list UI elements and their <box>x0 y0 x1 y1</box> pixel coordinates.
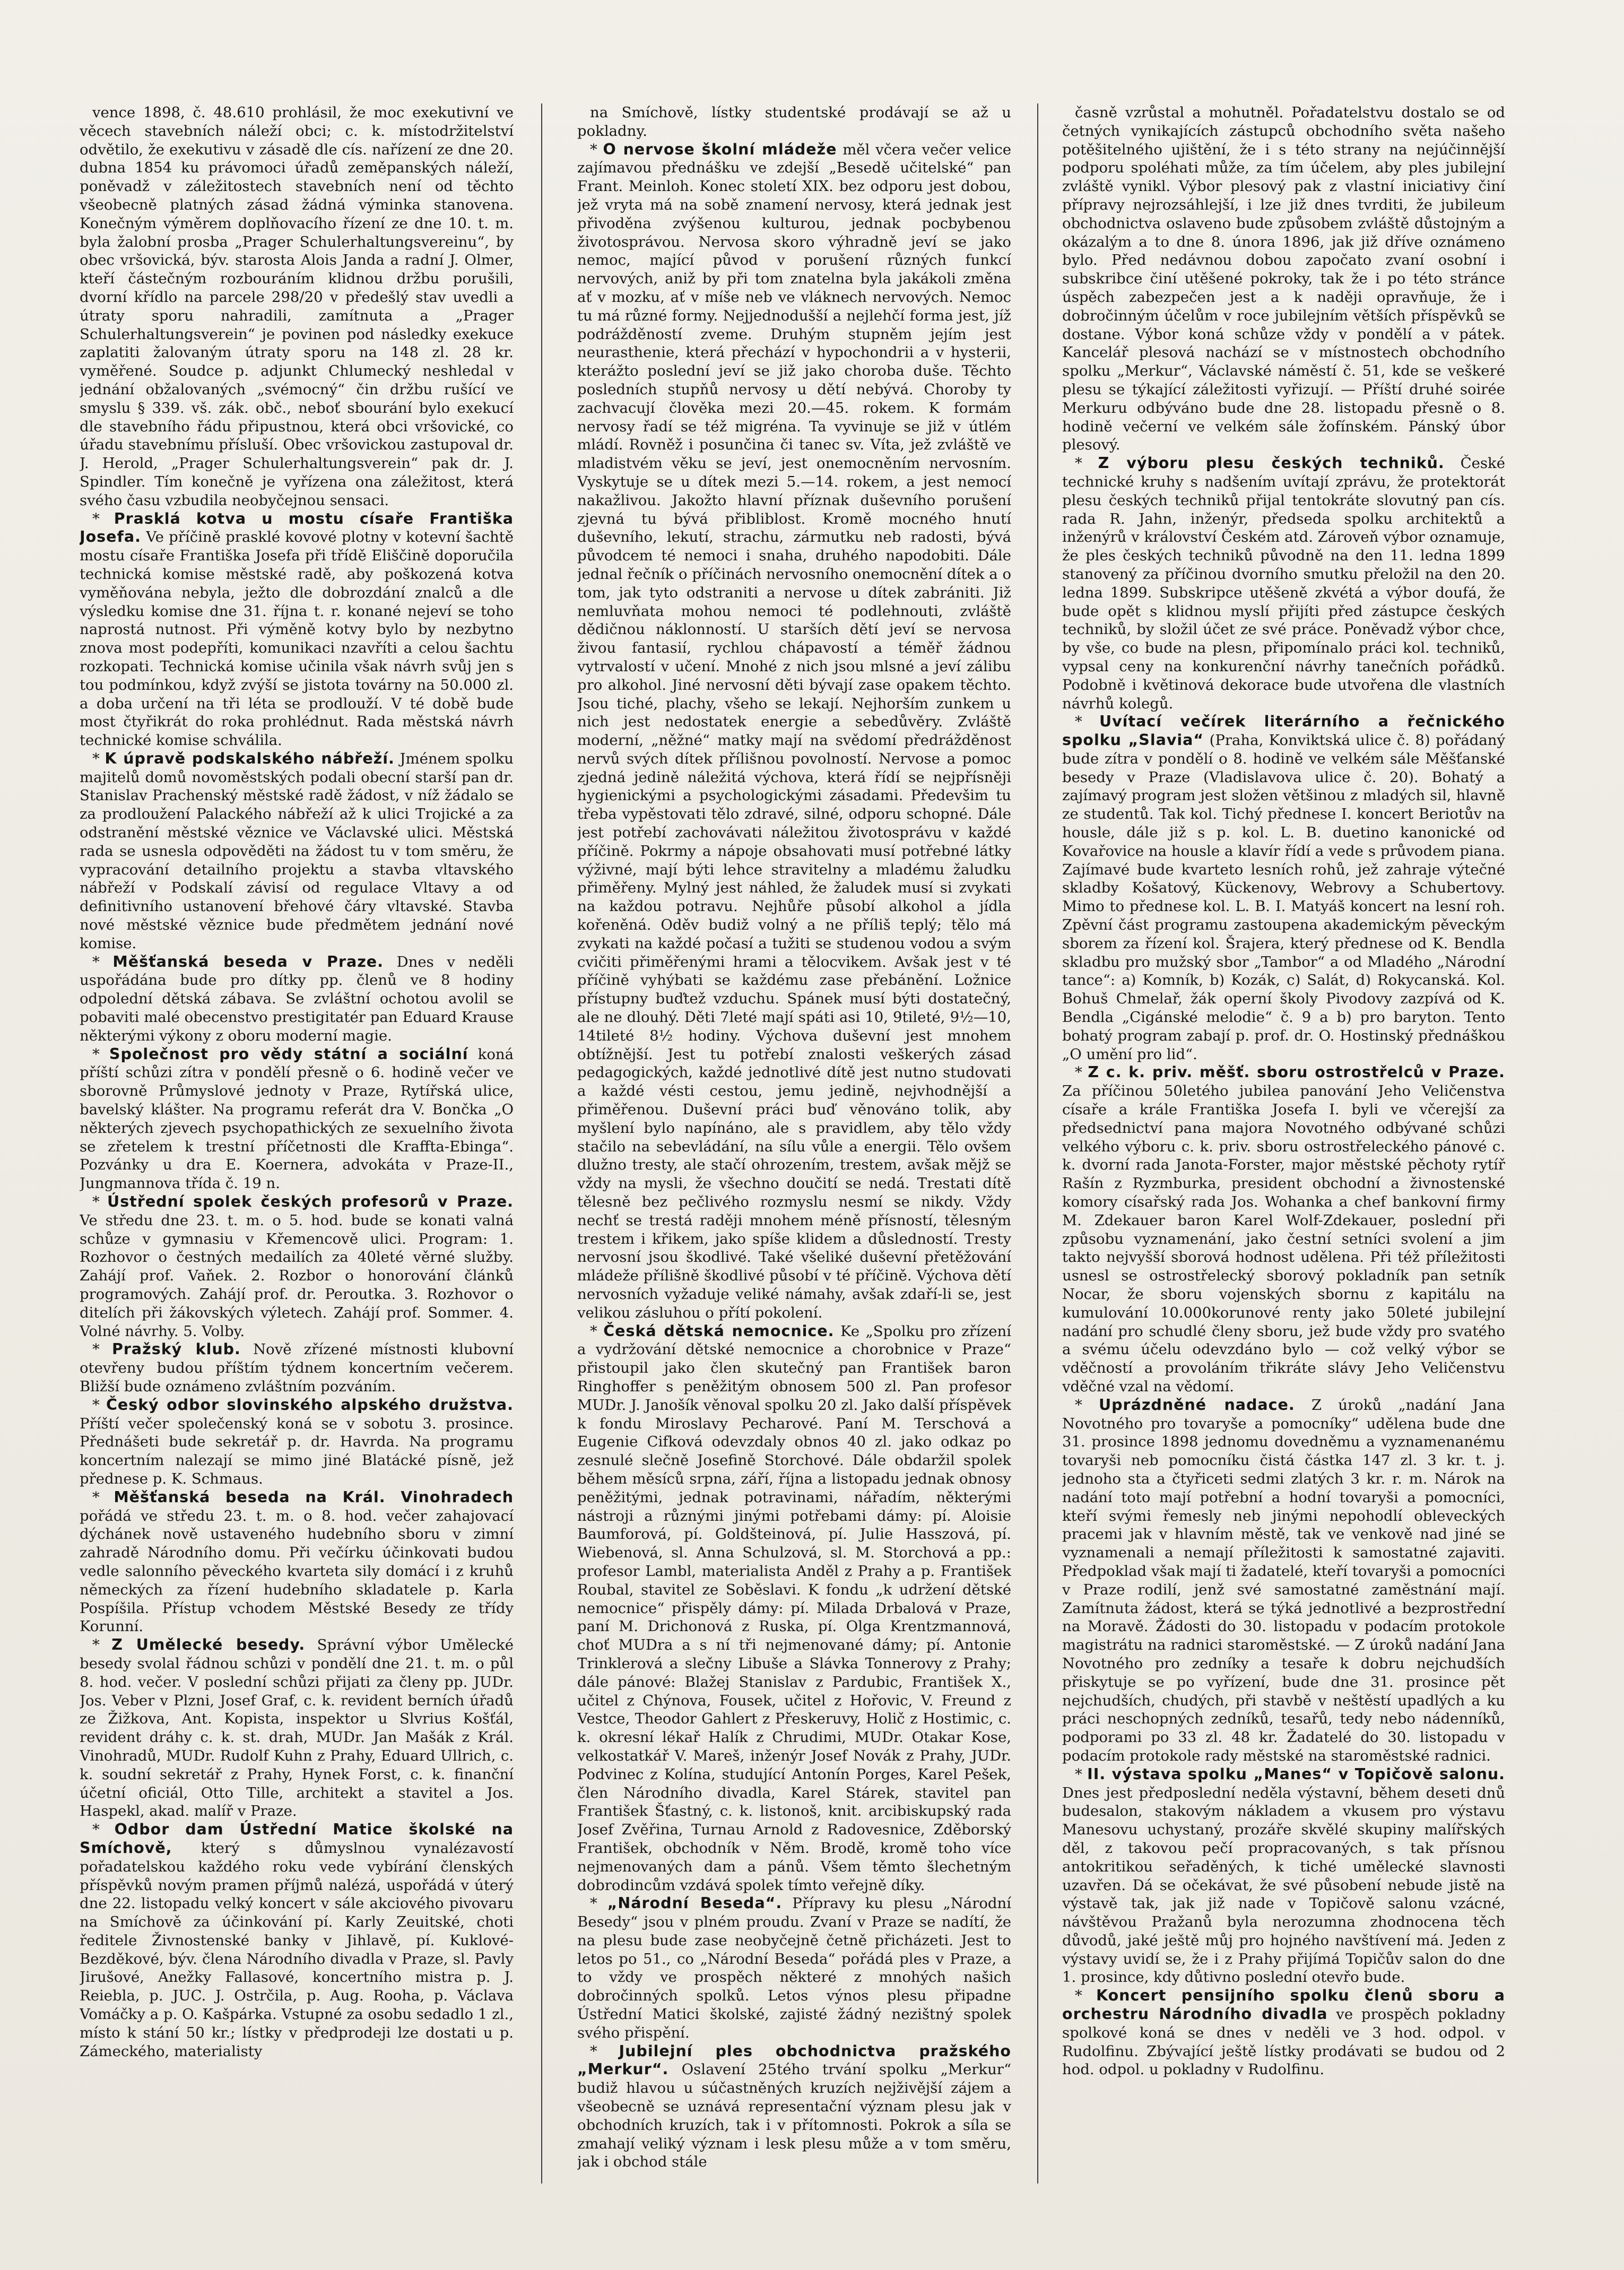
news-article <box>80 1045 514 1193</box>
news-article <box>577 1894 1011 2042</box>
news-article <box>80 1488 514 1636</box>
article-body: Ke „Spolku pro zřízení a vydržování dětské nemocnice a chorobnice v Praze“ přistoupil jako člen skutečný pan František baron Ringhoffer s peněžitým obnosem 500 zl. Pan profesor MUDr. J. Janošík věnoval spolku 20 zl. Jako další příspěvek k fondu Miroslavy Pecharové. Paní M. Terschová a Eugenie Cifková odevzdaly obnos 40 zl. jako odkaz po zesnulé slečně Josefině Storchové. Dále obdaržil spolek během měsíců srpna, září, října a listopadu jednak obnosy peněžitými, jednak potravinami, nářadím, některými nástroji a různými jinými potřebami dámy: pí. Aloisie Baumforová, pí. Goldšteinová, pí. Julie Hasszová, pí. Wiebenová, sl. Anna Schulzová, sl. M. Storchová a pp.: profesor Lambl, materialista Anděl z Prahy a p. František Roubal, stavitel ze Soběslavi. K fondu „k udržení dětské nemocnice“ přispěly dámy: pí. Milada Drbalová v Praze, paní M. Drichonová z Ruska, pí. Olga Krentzmannová, choť MUDra a s ní tři nejmenované dámy; pí. Antonie Trinklerová a slečny Libuše a Slávka Tonnerovy z Prahy; dále pánové: Blažej Stanislav z Pardubic, František X., učitel z Chýnova, Fousek, učitel z Hořovic, V. Freund z Vestce, Theodor Gahlert z Přeskeruvy, Holič z Hostimic, c. k. okresní lékař Halík z Chrudimi, MUDr. Otakar Kose, velkostatkář V. Mareš, inženýr Josef Novák z Prahy, JUDr. Podvinec z Kolína, studující Antonín Porges, Karel Pešek, člen Národního divadla, Karel Stárek, stavitel pan František Šťastný, c. k. listonoš, knit. arcibiskupský rada Josef Zvěřina, Turnau Arnold z Radovesnice, Zděborský František, obchodník v Něm. Brodě, kromě toho více nejmenovaných dam a pánů. Všem těmto šlechetným dobrodincům vzdává spolek tímto veřejně díky. <box>577 1322 1011 1894</box>
article-headline: Uprázdněné nadace. <box>1099 1396 1295 1414</box>
article-headline: Uvítací večírek literárního a řečnického spolku „Slavia“ <box>1062 713 1505 749</box>
article-body: který s důmyslnou vynalézavostí pořadatelskou každého roku vede vybírání členských příspěvků novým pramen příjmů nalézá, uspořádá v úterý dne 22. listopadu velký koncert v sále akciového pivovaru na Smíchově za účinkování pí. Karly Zeuitské, choti ředitele Živnostenské banky v Jihlavě, pí. Kuklové-Bezděkové, býv. člena Národního divadla v Praze, sl. Pavly Jirušové, Anežky Fallasové, koncertního mistra p. J. Reiebla, p. JUC. J. Ostrčila, p. Aug. Rooha, p. Václava Vomáčky a p. O. Kašpárka. Vstupné za osobu sedadlo 1 zl., místo k stání 50 kr.; lístky v předprodeji lze dostati u p. Zámeckého, materialisty <box>80 1839 514 2060</box>
news-article <box>577 141 1011 1322</box>
article-body: ve prospěch pokladny spolkové koná se dnes v neděli ve 3 hod. odpol. v Rudolfinu. Zbývající ještě lístky prodávati se budou od 2 hod. odpol. u pokladny v Rudolfinu. <box>1062 2006 1505 2078</box>
article-marker: * <box>1075 1987 1096 2005</box>
article-headline: Měšťanská beseda na Král. Vinohradech <box>114 1488 514 1506</box>
news-article <box>80 510 514 750</box>
article-body: Dnes jest předposlední neděla výstavní, během deseti dnů budesalon, stakovým nákladem a vkusem pro výstavu Manesovu uchystaný, prozáře skvělé skupiny malířských děl, z takovou pečí propracovaných, s tak přísnou antokritikou seřaděných, k tiché umělecké slavnosti uzavřen. Dá se očekávat, že své působení nebude jistě na výstavě tak, jak již nade v Topičově salonu vzácné, návštěvou Pražanů byla nerozumna zhodnocena těch důvodů, jaké ještě můj pro hojného navštívení má. Jeden z výstavy uvidí se, že i z Prahy přijímá Topičův salon do dne 1. prosince, kdy důtivno poslední otevřo bude. <box>1062 1784 1505 1986</box>
article-body: Přípravy ku plesu „Národní Besedy“ jsou v plném proudu. Zvaní v Praze se nadítí, že na plesu bude zase neobyčejně četně přicházeti. Jest to letos po 51., co „Národní Beseda“ pořádá ples v Praze, a to vždy ve prospěch některé z mnohých našich dobročinných spolků. Letos výnos plesu připadne Ústřední Matici školské, zajisté žádný nezištný spolek svého přispění. <box>577 1895 1011 2041</box>
news-article <box>1062 1063 1505 1396</box>
article-body: Nově zřízené místnosti klubovní otevřeny budou příštím týdnem koncertním večerem. Bližší bude oznámeno zvláštním pozváním. <box>80 1341 514 1395</box>
news-article <box>577 2042 1011 2172</box>
news-article <box>80 1193 514 1340</box>
article-body: Jménem spolku majitelů domů novoměstských podali obecní starší pan dr. Stanislav Prachenský městské radě žádost, v níž žádalo se za prodloužení Palackého nábřeží až k ulici Trojické a za odstranění městské věznice ve Václavské ulici. Městská rada se usnesla odpověděti na žádost tu v tom směru, že vypracování detailního projektu a stavba vltavského nábřeží v Podskalí závisí od regulace Vltavy a od definitivního ustanovení břehové čáry vltavské. Stavba nové městské věznice bude předmětem jednání nové komise. <box>80 750 514 952</box>
article-headline: Pražský klub. <box>111 1340 241 1358</box>
article-headline: Z Umělecké besedy. <box>111 1636 306 1654</box>
news-article <box>80 1821 514 2060</box>
article-body: Správní výbor Umělecké besedy svolal řádnou schůzi v pondělí dne 21. t. m. o půl 8. hod. večer. V poslední schůzi přijati za členy pp. JUDr. Jos. Veber v Plzni, Josef Graf, c. k. revident berních úřadů ze Žižkova, Ant. Kopista, inspektor u Slvrius Košťál, revident dráhy c. k. st. drah, MUDr. Jan Mašák z Král. Vinohradů, MUDr. Rudolf Kuhn z Prahy, Eduard Ullrich, c. k. soudní sekretář z Prahy, Hynek Forst, c. k. finanční účetní oficiál, Otto Tille, architekt a stavitel a Jos. Haspekl, akad. malíř v Praze. <box>80 1636 514 1820</box>
article-marker: * <box>92 1341 112 1358</box>
article-body: Ve středu dne 23. t. m. o 5. hod. bude se konati valná schůze v gymnasiu v Křemencově ulici. Program: 1. Rozhovor o čestných medailích za 40leté věrné služby. Zahájí prof. Vaňek. 2. Rozbor o honorování článků programových. Zahájí prof. dr. Peroutka. 3. Rozhovor o ditelích při žákovských výletech. Zahájí prof. Sommer. 4. Volné návrhy. 5. Volby. <box>80 1211 514 1340</box>
article-marker: * <box>590 141 603 158</box>
article-headline: Koncert pensijního spolku členů sboru a orchestru Národního divadla <box>1062 1987 1505 2023</box>
article-headline: Odbor dam Ústřední Matice školské na Smíchově, <box>80 1821 514 1857</box>
article-marker: * <box>92 1488 114 1506</box>
news-article <box>80 750 514 953</box>
news-article <box>80 1396 514 1488</box>
article-headline: Měšťanská beseda v Praze. <box>112 952 384 971</box>
article-body: měl včera večer velice zajímavou přednášku ve zdejší „Besedě učitelské“ pan Frant. Meinloh. Konec století XIX. bez odporu jest dobou, jež vryta má na sobě znamení nervosy, která jednak jest přivoděna zvýšenou kulturou, jednak pocbybenou životosprávou. Nervosa skoro výhradně jeví se jako nemoc, mající původ v porušení různých funkcí nervových, aniž by při tom znatelna byla jakákoli změna ať v mozku, ať v míše neb ve vláknech nervových. Nemoc tu má různé formy. Nejjednodušší a nejlehčí forma jest, jíž podrážděností zveme. Druhým stupněm jejím jest neurasthenie, která přechází v hypochondrii a v hysterii, kterážto poslední jeví se již jako choroba duše. Těchto posledních stupňů nervosy u dětí nebývá. Choroby ty zachvacují člověka mezi 20.—45. rokem. K formám nervosy řadí se též migréna. Ta vyvinuje se již v útlém mládí. Rovněž i posunčina či tanec sv. Víta, jež zvláště ve mladistvém věku se jeví, jest onemocněním nervosním. Vyskytuje se u dítek mezi 5.—14. rokem, a jest nemocí nakažlivou. Jakožto hlavní příznak duševního porušení zjevná tu bývá přibliblost. Kromě mocného hnutí duševního, lekutí, strachu, zármutku neb radosti, bývá původcem té nemoci i snaha, druhého napodobiti. Dále jednal řečník o příčinách nervosního onemocnění dítek a o tom, jak tyto odstraniti a nervose u dítek zabrániti. Již nemluvňata mohou nemoci té podlehnouti, zvláště dědičnou náklonností. U starších dětí jeví se nervosa živou fantasií, rychlou chápavostí a téměř žádnou vytrvalostí v učení. Mnohé z nich jsou mlsné a jeví zálibu pro alkohol. Jiné nervosní děti bývají zase opakem těchto. Jsou tiché, plachy, všeho se lekají. Nejhorším zunkem u nich jest nedostatek energie a sebedůvěry. Zvláště moderní, „něžné“ matky mají na svědomí předrážděnost nervů svých dítek přílišnou povolností. Nervose a pomoc zjedná jedině náležitá výchova, která řídí se nejpřísněji hygienickými a psychologickými zásadami. Předevšim tu třeba vypěstovati tělo zdravé, silné, odporu schopné. Dále jest potřebí zachovávati náležitou životosprávu v každé příčině. Pokrmy a nápoje obsahovati musí potřebné látky výživné, mají býti lehce stravitelny a mladému žaludku přiměřeny. Mylný jest náhled, že žaludek musí si zvykati na každou potravu. Nejhůře působí alkohol a jídla kořeněná. Oděv budiž volný a ne příliš teplý; tělo má zvykati na každé počasí a tužiti se studenou vodou a svým cvičiti přiměřenými hrami a tělocvikem. Avšak jest v té příčině vyhýbati se každému zase přebánění. Ložnice přístupny buďtež vzduchu. Spánek musí býti dostatečný, ale ne dlouhý. Děti 7leté mají spáti asi 10, 9tileté, 9½—10, 14tileté 8½ hodiny. Výchova duševní jest mnohem obtížnější. Jest tu potřebí znalosti veškerých zásad pedagogických, každé jednotlivé dítě jest nutno studovati a každé vésti cestou, jemu jedině, nejvhodnější a přiměřenou. Duševní práci buď věnováno tolik, aby myšlení bylo napínáno, ale s pravidlem, aby tělo vždy stačilo na sebevládání, na sílu vůle a energii. Tělo ovšem dlužno tresty, ale stačí ohrozením, trestem, avšak mějž se vždy na mysli, že všechno doučití se nedá. Trestati dítě tělesně bez pečlivého rozmyslu nesmí se nikdy. Vždy nechť se trestá raději mnohem méně přísností, tělesným trestem i křikem, jako spíše klidem a důsledností. Tresty nervosní jsou škodlivé. Také všeliké duševní přetěžování mládeže přílišně škodlivé působí v té příčině. Výchova dětí nervosních vyžaduje veliké námahy, avšak zdaří-li se, jest velikou zásluhou o přítí pokolení. <box>577 141 1011 1321</box>
article-body: (Praha, Konviktská ulice č. 8) pořádaný bude zítra v pondělí o 8. hodině ve velkém sále Měšťanské besedy v Praze (Vladislavova ulice č. 20). Bohatý a zajímavý program jest složen většinou z mladých sil, hlavně ze studentů. Tak kol. Tichý přednese I. koncert Beriotův na housle, dále již s p. kol. L. B. duetino kanonické od Kovařovice na housle a klavír řídí a vede s průvodem piana. Zajímavé bude kvarteto lesních rohů, jež zahraje výtečné skladby Košatový, Kückenovy, Webrovy a Schubertovy. Mimo to přednese kol. L. B. I. Matyáš koncert na lesní roh. Zpěvní část programu zastoupena akademickým pěveckým sborem za řízení kol. Šrajera, který přednese od K. Bendla skladbu pro mužský sbor „Tambor“ a od Mladého „Národní tance“: a) Komník, b) Kozák, c) Salát, d) Rokycanská. Kol. Bohuš Chmelař, žák operní školy Pivodovy zazpívá od K. Bendla „Cigánské melodie“ č. 9 a b) pro baryton. Tento bohatý program zabají p. prof. dr. O. Hostinský přednáškou „O umění pro lid“. <box>1062 732 1505 1063</box>
column-rule-1 <box>541 103 542 2184</box>
article-marker: * <box>1075 455 1098 472</box>
article-headline: Z výboru plesu českých techniků. <box>1098 454 1445 472</box>
article-headline: Český odbor slovinského alpského družstva. <box>106 1396 514 1414</box>
article-marker: * <box>92 953 113 971</box>
article-body: Oslavení 25tého trvání spolku „Merkur“ budiž hlavou u súčastněných kruzích nejživější zájem a všeobecně se uznává representační význam plesu jak v obchodních kruzích, tak i v přítomnosti. Pokrok a síla se zmahají veliký význam i lesk plesu může a v tom směru, jak i obchod stále <box>577 2061 1011 2171</box>
article-body: Příští večer společenský koná se v sobotu 3. prosince. Přednášeti bude sekretář p. dr. Havrda. Na programu koncertním nalezají se mimo jiné Blatácké písně, jež přednese p. K. Schmaus. <box>80 1415 514 1487</box>
article-body: koná příští schůzi zítra v pondělí přesně o 6. hodině večer ve sborovně Průmyslové jednoty v Praze, Rytířská ulice, bavelský klášter. Na programu referát dra V. Bončka „O některých zjevech psychopathických ze sexuelního života se zřetelem k trestní příčetnosti dle Kraffta-Ebinga“. Pozvánky u dra E. Koernera, advokáta v Praze-II., Jungmannova třída č. 19 n. <box>80 1045 514 1192</box>
news-article <box>1062 1987 1505 2079</box>
news-article <box>1062 454 1505 713</box>
article-headline: Společnost pro vědy státní a sociální <box>109 1045 468 1063</box>
article-marker: * <box>590 1322 604 1340</box>
news-article <box>1062 713 1505 1063</box>
lead-paragraph: časně vzrůstal a mohutněl. Pořadatelstvu dostalo se od četných vynikajících zástupců obchodního světa našeho potěšitelného ujištění, že i s této strany na nejúčinnější podporu spoléhati může, za tím účelem, aby ples jubilejní zvláště vynikl. Výbor plesový pak z vlastní iniciativy činí přípravy nejrozsáhlejší, i lze již dnes tvrditi, že jubileum obchodnictva oslaveno bude způsobem zvláště důstojným a okázalým a to dne 8. února 1896, jak již dříve oznámeno bylo. Před nedávnou dobou započato zvaní osobní i subskribce činí utěšené pokroky, tak že i po této stránce úspěch zabezpečen jest a k naději opravňuje, že i dobročinným účelům v roce jubilejním větších příspěvků se dostane. Výbor koná schůze vždy v pondělí a v pátek. Kancelář plesová nachází se v místnostech obchodního spolku „Merkur“, Václavské náměstí č. 51, kde se veškeré plesu se týkající záležitosti vyřizují. — Příští druhé soirée Merkuru odbýváno bude dne 28. listopadu přesně o 8. hodině večerní ve velkém sále žofínském. Pánský úbor plesový. <box>1062 104 1505 454</box>
article-body: Dnes v neděli uspořádána bude pro dítky pp. členů ve 8 hodiny odpolední dětská zábava. Se zvláštní ochotou avolil se pobaviti malé obecenstvo prestigitatér pan Eduard Krause některými výkony z oboru moderní magie. <box>80 953 514 1044</box>
article-headline: Prasklá kotva u mostu císaře Františka Josefa. <box>80 509 514 546</box>
news-article <box>80 1340 514 1396</box>
article-headline: Česká dětská nemocnice. <box>603 1322 835 1340</box>
article-headline: K úpravě podskalského nábřeží. <box>105 749 395 767</box>
article-marker: * <box>590 2042 619 2060</box>
article-body: Z úroků „nadání Jana Novotného pro tovaryše a pomocníky“ udělena bude dne 31. prosince 1898 jednomu dovedněmu a vyznamenanému tovaryši neb pomocníku čistá částka 147 zl. 3 kr. t. j. jednoho sta a čtyřiceti sedmi zlatých 3 kr. r. m. Nárok na nadání toto mají potřební a hodní tovaryši a pomocníci, kteří svými řemesly neb jinými nepohodlí obleveckých pracemi jak v hlavním městě, tak ve venkově nad jiné se vyznamenali a nemají příležitosti k samostatné zajaviti. Předpoklad však mají ti žadatelé, kteří tovaryši a pomocníci v Praze rodilí, jenž své samostatné zaměstnání mají. Zamítnuta žádost, která se týká jednotlivé a bezprostřední na Moravě. Žádosti do 30. listopadu v podacím protokole magistrátu na radnici staroměstské. — Z úroků nadání Jana Novotného pro zedníky a tesaře k dobru nejchudších přiskytuje se po vyřízení, bude dne 31. prosince pět nejchudších, chudých, při stavbě v neštěstí upadlých a ku práci neschopných zedníků, tesařů, tedy nebo nádenníků, podporami po 33 zl. 48 kr. Žadatelé do 30. listopadu v podacím protokole rady městské na staroměstské radnici. <box>1062 1396 1505 1764</box>
article-marker: * <box>92 1396 106 1414</box>
column-1 <box>80 103 514 2184</box>
article-headline: II. výstava spolku „Manes“ v Topičově salonu. <box>1087 1765 1505 1783</box>
article-marker: * <box>92 1045 109 1063</box>
article-marker: * <box>1075 1064 1088 1081</box>
article-marker: * <box>92 510 114 527</box>
article-marker: * <box>92 1821 115 1839</box>
article-marker: * <box>1075 1765 1088 1783</box>
article-body: Ve příčině prasklé kovové plotny v kotevní šachtě mostu císaře Františka Josefa při třídě Eliščině doporučila technická komise městské radě, aby poškozená kotva vyměňována nebyla, ježto dle dobrozdání znalců a dle výsledku komise dne 31. října t. r. konané nejeví se toho naprostá nutnost. Při výměně kotvy bylo by nezbytno znova most podepříti, komunikaci nzavříti a celou šachtu rozkopati. Technická komise učinila však návrh svůj jen s tou podmínkou, když zvýší se jistota továrny na 50.000 zl. a doba určení na tři léta se prodlouží. V té době bude most čtyřikrát do roka prohlédnut. Rada městská návrh technické komise schválila. <box>80 528 514 749</box>
article-marker: * <box>1075 713 1099 731</box>
article-headline: „Národní Beseda“. <box>607 1894 783 1912</box>
news-article <box>80 953 514 1045</box>
article-body: Za příčinou 50letého jubilea panování Jeho Veličenstva císaře a krále Františka Josefa I. byli ve včerejší za předsednictví pana majora Novotného odbývané schůzi velkého výboru c. k. priv. sboru ostrostřeleckého pánové c. k. dvorní rada Janota-Forster, major městské pěchoty rytíř Rašín z Ryzmburka, president obchodní a živnostenské komory císařský rada Jos. Wohanka a chef bankovní firmy M. Zdekauer baron Karel Wolf-Zdekauer, poslední při způsobu vyznamenání, jako čestní setníci svolení a jim takto nejvyšší sborová hodnost udělena. Při též příležitosti usnesl se ostrostřelecký sborový pokladník pan setník Nocar, že sboru vojenských sbornu z kapitálu na kumulování 10.000korunové renty jako 50leté jubilejní nadání pro schudlé členy sboru, jež bude vždy pro svatého a svému účelu odevzdáno bylo — což velký výbor se vděčností a provoláním třikráte slávy Jeho Veličenstvu vděčné vzal na vědomí. <box>1062 1082 1505 1395</box>
article-marker: * <box>590 1895 607 1912</box>
article-marker: * <box>92 750 105 767</box>
column-rule-2 <box>1037 103 1038 2184</box>
article-marker: * <box>92 1193 108 1211</box>
article-marker: * <box>92 1636 112 1654</box>
column-2 <box>577 103 1011 2184</box>
lead-paragraph: vence 1898, č. 48.610 prohlásil, že moc exekutivní ve věcech stavebních náleží obci; c. k. místodržitelství odvětilo, že exekutivu v zásadě dle cís. nařízení ze dne 20. dubna 1854 ku právomoci úřadů zeměpanských náleží, poněvadž v záležitostech stavebních není od těchto všeobecně platných zásad žádná výminka stanovena. Konečným výměrem doplňovacího řízení ze dne 10. t. m. byla žalobní prosba „Prager Schulerhaltungsvereinu“, by obec vršovická, býv. starosta Alois Janda a radní J. Olmer, kteří částečným rozbouráním klidnou držbu porušili, dvorní křídlo na parcele 298/20 v předešlý stav uvedli a útraty sporu nahradili, zamítnuta a „Prager Schulerhaltungsverein“ je povinen pod následky exekuce zaplatiti žalovaným útraty sporu na 148 zl. 28 kr. vyměřené. Soudce p. adjunkt Chlumecký neshledal v jednání obžalovaných „svémocný“ čin držbu rušící ve smyslu § 339. vš. zák. obč., neboť sbourání bylo exekucí dle stavebního řádu připustnou, která obci vršovické, co úřadu stavebnímu přísluší. Obec vršovickou zastupoval dr. J. Herold, „Prager Schulerhaltungsverein“ pak dr. J. Spindler. Tím konečně je vyřízena ona záležitost, která svého času vzbudila neobyčejnou sensaci. <box>80 104 514 509</box>
article-headline: Z c. k. priv. měšť. sboru ostrostřelců v Praze. <box>1088 1063 1505 1081</box>
article-marker: * <box>1075 1396 1099 1414</box>
lead-paragraph: na Smíchově, lístky studentské prodávají se až u pokladny. <box>577 104 1011 140</box>
article-body: České technické kruhy s nadšením uvítají zprávu, že protektorát plesu českých techniků přijal tentokráte slovutný pan cís. rada R. Jahn, inženýr, předseda spolku architektů a inženýrů v království Českém atd. Zároveň výbor oznamuje, že ples českých techniků původně na den 11. ledna 1899 stanovený za příčinou dvorního smutku přeložil na den 20. ledna 1899. Subskripce utěšeně zkvétá a výbor doufá, že bude opět s klidnou myslí přijíti před zástupce českých techniků, by složil účet ze své práce. Poněvadž výbor chce, by vše, co bude na plesn, připomínalo práci kol. techniků, vypsal ceny na konkurenční návrhy tanečních pořádků. Podobně i květinová dekorace bude utvořena dle vlastních návrhů kolegů. <box>1062 455 1505 712</box>
news-article <box>1062 1396 1505 1765</box>
article-headline: O nervose školní mládeže <box>603 140 837 158</box>
news-article <box>577 1322 1011 1895</box>
article-headline: Ústřední spolek českých profesorů v Praze. <box>107 1193 514 1211</box>
article-headline: Jubilejní ples obchodnictva pražského „Merkur“. <box>577 2042 1011 2078</box>
news-article <box>1062 1765 1505 1987</box>
news-article <box>80 1636 514 1821</box>
column-3 <box>1062 103 1505 2184</box>
article-body: pořádá ve středu 23. t. m. o 8. hod. večer zahajovací dýchánek nově ustaveného hudebního sboru v zimní zahradě Národního domu. Při večírku účinkovati budou vedle salonního pěveckého kvarteta sily domácí i z kruhů německých za řízení hudebního skladatele p. Karla Pospíšila. Přístup vchodem Městské Besedy ze třídy Korunní. <box>80 1507 514 1635</box>
